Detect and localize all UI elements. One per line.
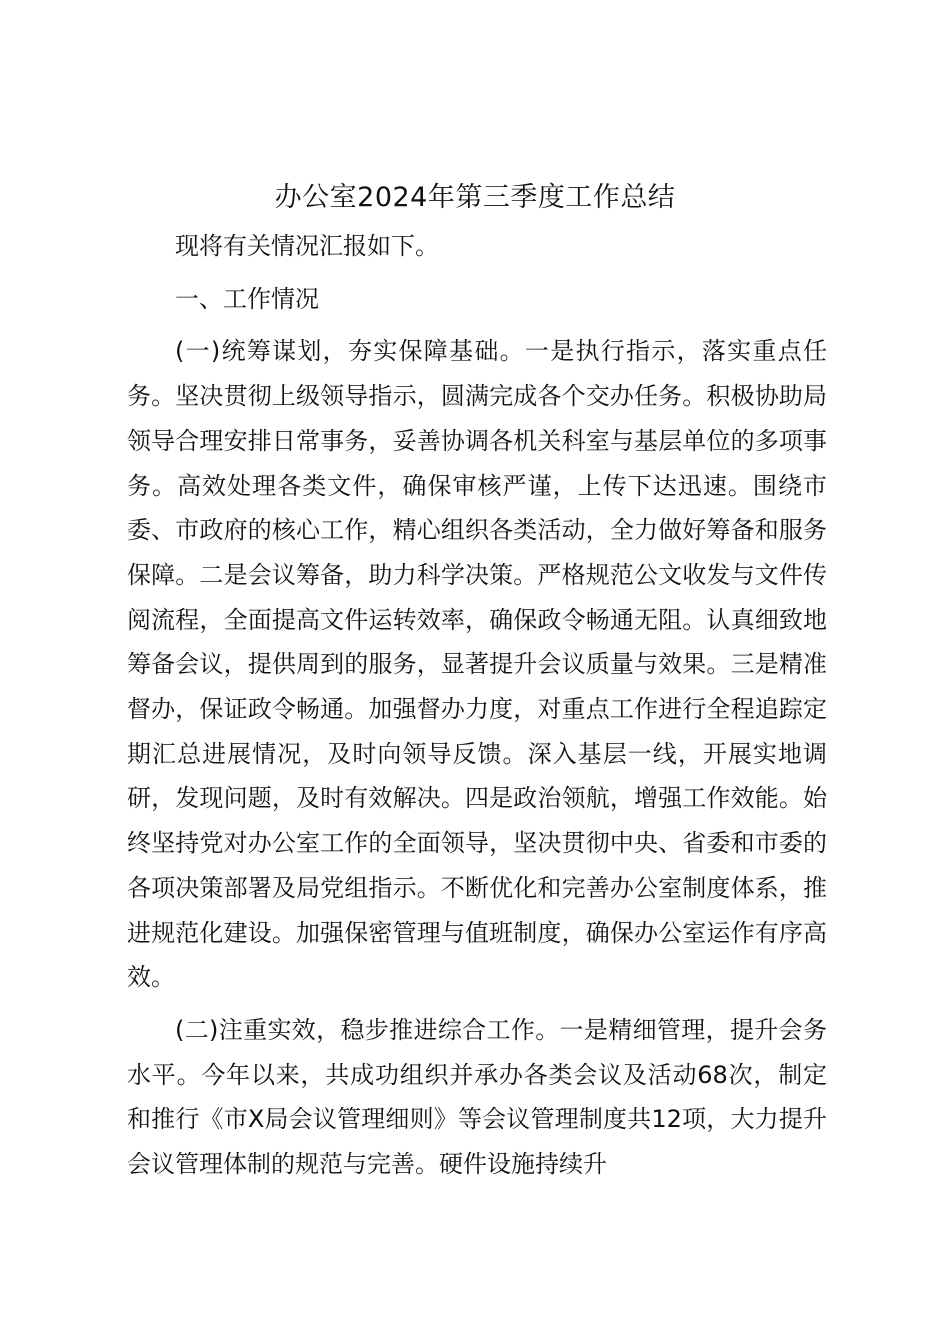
body-paragraph: (二)注重实效，稳步推进综合工作。一是精细管理，提升会务水平。今年以来，共成功组织并承办各类会议及活动68次，制定和推行《市X局会议管理细则》等会议管理制度共12项，大力提升会议管理体制的规范与完善。硬件设施持续升 <box>127 1015 827 1179</box>
intro-paragraph: 现将有关情况汇报如下。 <box>175 232 439 260</box>
document-body <box>127 224 827 1187</box>
document-title: 办公室2024年第三季度工作总结 <box>274 182 676 213</box>
section-heading: 一、工作情况 <box>175 284 319 313</box>
body-paragraph: (一)统筹谋划，夯实保障基础。一是执行指示，落实重点任务。坚决贯彻上级领导指示，圆满完成各个交办任务。积极协助局领导合理安排日常事务，妥善协调各机关科室与基层单位的多项事务。高效处理各类文件，确保审核严谨，上传下达迅速。围绕市委、市政府的核心工作，精心组织各类活动，全力做好筹备和服务保障。二是会议筹备，助力科学决策。严格规范公文收发与文件传阅流程，全面提高文件运转效率，确保政令畅通无阻。认真细致地筹备会议，提供周到的服务，显著提升会议质量与效果。三是精准督办，保证政令畅通。加强督办力度，对重点工作进行全程追踪定期汇总进展情况，及时向领导反馈。深入基层一线，开展实地调研，发现问题，及时有效解决。四是政治领航，增强工作效能。始终坚持党对办公室工作的全面领导，坚决贯彻中央、省委和市委的各项决策部署及局党组指示。不断优化和完善办公室制度体系，推进规范化建设。加强保密管理与值班制度，确保办公室运作有序高效。 <box>127 337 827 992</box>
